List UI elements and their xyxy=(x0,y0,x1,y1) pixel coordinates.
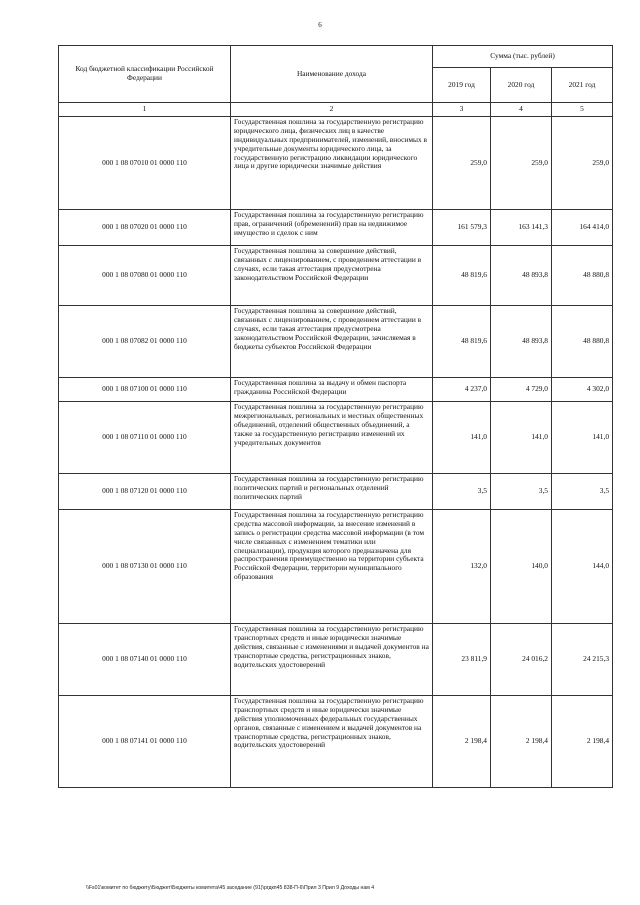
row-value-2021: 24 215,3 xyxy=(552,624,613,696)
row-value-2021: 144,0 xyxy=(552,510,613,624)
row-value-2019: 48 819,6 xyxy=(433,246,491,306)
row-value-2020: 140,0 xyxy=(491,510,552,624)
row-code: 000 1 08 07100 01 0000 110 xyxy=(59,378,231,402)
row-value-2021: 164 414,0 xyxy=(552,210,613,246)
table-row xyxy=(59,117,613,210)
row-value-2020: 2 198,4 xyxy=(491,696,552,788)
col-number-2: 2 xyxy=(231,103,433,117)
row-code: 000 1 08 07082 01 0000 110 xyxy=(59,306,231,378)
table-row xyxy=(59,306,613,378)
table-row xyxy=(59,696,613,788)
row-name: Государственная пошлина за государственную регистрацию транспортных средств и иные юридически значимые действия уполномоченных федеральных государственных органов, связанные с изменением и выдачей документов на транспортные средства, регистрационных знаков, водительских удостоверений xyxy=(231,696,433,788)
row-value-2021: 4 302,0 xyxy=(552,378,613,402)
row-value-2019: 259,0 xyxy=(433,117,491,210)
row-name: Государственная пошлина за государственную регистрацию юридического лица, физических лиц в качестве индивидуальных предпринимателей, изменений, вносимых в учредительные документы юридического лица, за государственную регистрацию ликвидации юридического лица и другие юридически значимые действия xyxy=(231,117,433,210)
row-value-2021: 141,0 xyxy=(552,402,613,474)
row-code: 000 1 08 07080 01 0000 110 xyxy=(59,246,231,306)
header-year-2021: 2021 год xyxy=(552,68,613,103)
table-row xyxy=(59,624,613,696)
col-number-3: 3 xyxy=(433,103,491,117)
row-name: Государственная пошлина за государственную регистрацию транспортных средств и иные юридически значимые действия, связанные с изменениями и выдачей документов на транспортные средства, регистрационных знаков, водительских удостоверений xyxy=(231,624,433,696)
row-value-2020: 24 016,2 xyxy=(491,624,552,696)
row-value-2020: 3,5 xyxy=(491,474,552,510)
header-code: Код бюджетной классификации Российской Федерации xyxy=(59,46,231,103)
row-name: Государственная пошлина за государственную регистрацию межрегиональных, региональных и местных общественных объединений, отделений общественных объединений, а также за государственную регистрацию изменений их учредительных документов xyxy=(231,402,433,474)
row-value-2021: 2 198,4 xyxy=(552,696,613,788)
col-number-4: 4 xyxy=(491,103,552,117)
row-name: Государственная пошлина за государственную регистрацию средства массовой информации, за внесение изменений в запись о регистрации средства массовой информации (в том числе связанных с изменением тематики или специализации), продукция которого предназначена для распространения преимущественно на территории субъекта Российской Федерации, территории муниципального образования xyxy=(231,510,433,624)
row-code: 000 1 08 07120 01 0000 110 xyxy=(59,474,231,510)
page-number: 6 xyxy=(318,21,322,29)
header-year-2019: 2019 год xyxy=(433,68,491,103)
revenue-table xyxy=(58,45,613,788)
row-code: 000 1 08 07010 01 0000 110 xyxy=(59,117,231,210)
row-code: 000 1 08 07140 01 0000 110 xyxy=(59,624,231,696)
row-value-2020: 259,0 xyxy=(491,117,552,210)
row-name: Государственная пошлина за совершение действий, связанных с лицензированием, с проведением аттестации в случаях, если такая аттестация предусмотрена законодательством Российской Федерации xyxy=(231,246,433,306)
row-value-2019: 48 819,6 xyxy=(433,306,491,378)
row-value-2021: 3,5 xyxy=(552,474,613,510)
row-name: Государственная пошлина за государственную регистрацию прав, ограничений (обременений) прав на недвижимое имущество и сделок с ним xyxy=(231,210,433,246)
row-name: Государственная пошлина за государственную регистрацию политических партий и региональных отделений политических партий xyxy=(231,474,433,510)
row-value-2021: 259,0 xyxy=(552,117,613,210)
row-value-2020: 4 729,0 xyxy=(491,378,552,402)
header-name: Наименование дохода xyxy=(231,46,433,103)
row-value-2020: 163 141,3 xyxy=(491,210,552,246)
row-value-2021: 48 880,8 xyxy=(552,246,613,306)
table-row xyxy=(59,474,613,510)
row-code: 000 1 08 07130 01 0000 110 xyxy=(59,510,231,624)
footer-file-path: \\Fs01\комитет по бюджету\Бюджет\Бюджеты комитета\45 заседание (91)\ргдкп45 838-П-6\Прил 3 Прил 9 Доходы нам 4 xyxy=(86,885,375,891)
header-year-2020: 2020 год xyxy=(491,68,552,103)
row-name: Государственная пошлина за совершение действий, связанных с лицензированием, с проведением аттестации в случаях, если такая аттестация предусмотрена законодательством Российской Федерации, зачисляемая в бюджеты субъектов Российской Федерации xyxy=(231,306,433,378)
row-value-2020: 141,0 xyxy=(491,402,552,474)
col-number-1: 1 xyxy=(59,103,231,117)
row-value-2019: 23 811,9 xyxy=(433,624,491,696)
table-row xyxy=(59,402,613,474)
row-value-2019: 3,5 xyxy=(433,474,491,510)
row-value-2019: 161 579,3 xyxy=(433,210,491,246)
row-code: 000 1 08 07020 01 0000 110 xyxy=(59,210,231,246)
table-row xyxy=(59,378,613,402)
row-value-2019: 141,0 xyxy=(433,402,491,474)
row-value-2019: 4 237,0 xyxy=(433,378,491,402)
table-row xyxy=(59,510,613,624)
row-code: 000 1 08 07141 01 0000 110 xyxy=(59,696,231,788)
col-number-5: 5 xyxy=(552,103,613,117)
row-code: 000 1 08 07110 01 0000 110 xyxy=(59,402,231,474)
header-sum: Сумма (тыс. рублей) xyxy=(433,46,613,68)
row-name: Государственная пошлина за выдачу и обмен паспорта гражданина Российской Федерации xyxy=(231,378,433,402)
row-value-2021: 48 880,8 xyxy=(552,306,613,378)
table-row xyxy=(59,210,613,246)
row-value-2020: 48 893,8 xyxy=(491,246,552,306)
row-value-2019: 2 198,4 xyxy=(433,696,491,788)
table-row xyxy=(59,246,613,306)
row-value-2019: 132,0 xyxy=(433,510,491,624)
row-value-2020: 48 893,8 xyxy=(491,306,552,378)
